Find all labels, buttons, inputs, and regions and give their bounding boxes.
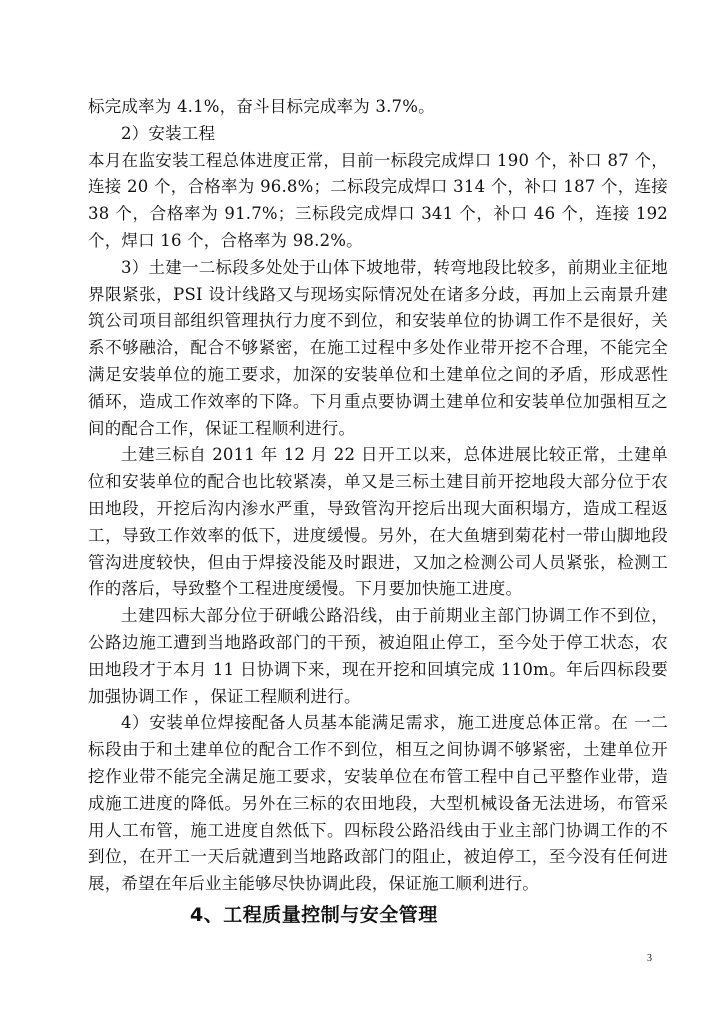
- paragraph-civil-sections-1-2: 3）土建一二标段多处处于山体下坡地带，转弯地段比较多，前期业主征地界限紧张，PSI 设计线路又与现场实际情况处在诸多分歧，再加上云南景升建筑公司项目部组织管理执行力度不到位，和安装单位的协调工作不是很好，关系不够融洽，配合不够紧密，在施工过程中多处作业带开挖不合理，不能完全满足安装单位的施工要求，加深的安装单位和土建单位之间的矛盾，形成恶性循环，造成工作效率的下降。下月重点要协调土建单位和安装单位加强相互之间的配合工作，保证工程顺利进行。: [88, 257, 668, 438]
- paragraph-welding-staffing: 4）安装单位焊接配备人员基本能满足需求，施工进度总体正常。在 一二标段由于和土建单位的配合工作不到位，相互之间协调不够紧密，土建单位开挖作业带不能完全满足施工要求，安装单位在布管工程中自己平整作业带，造成施工进度的降低。另外在三标的农田地段，大型机械设备无法进场，布管采用人工布管，施工进度自然低下。四标段公路沿线由于业主部门协调工作的不到位，在开工一天后就遭到当地路政部门的阻止，被迫停工，至今没有任何进展，希望在年后业主能够尽快协调此段，保证施工顺利进行。: [88, 713, 668, 894]
- paragraph-completion-rate: 标完成率为 4.1%，奋斗目标完成率为 3.7%。: [88, 97, 435, 116]
- paragraph-installation-progress: 本月在监安装工程总体进度正常，目前一标段完成焊口 190 个，补口 87 个，连接 20 个，合格率为 96.8%；二标段完成焊口 314 个，补口 187 个，连接 38 个，合格率为 91.7%；三标段完成焊口 341 个，补口 46 个，连接 192 个，焊口 16 个，合格率为 98.2%。: [88, 150, 668, 250]
- subheading-installation: 2）安装工程: [121, 123, 216, 143]
- section-heading: 4、工程质量控制与安全管理: [190, 904, 438, 926]
- body-text: [88, 94, 668, 898]
- paragraph-civil-section-3: 土建三标自 2011 年 12 月 22 日开工以来，总体进展比较正常，土建单位和安装单位的配合也比较紧凑，单又是三标土建目前开挖地段大部分位于农田地段，开挖后沟内渗水严重，导致管沟开挖后出现大面积塌方，造成工程返工，导致工作效率的低下，进度缓慢。另外，在大鱼塘到菊花村一带山脚地段管沟进度较快，但由于焊接没能及时跟进，又加之检测公司人员紧张，检测工作的落后，导致整个工程进度缓慢。下月要加快施工进度。: [88, 445, 668, 599]
- page-number: 3: [647, 953, 652, 964]
- paragraph-civil-section-4: 土建四标大部分位于研峨公路沿线，由于前期业主部门协调工作不到位，公路边施工遭到当地路政部门的干预，被迫阻止停工，至今处于停工状态，农田地段才于本月 11 日协调下来，现在开挖和回填完成 110m。年后四标段要加强协调工作 ，保证工程顺利进行。: [88, 606, 668, 706]
